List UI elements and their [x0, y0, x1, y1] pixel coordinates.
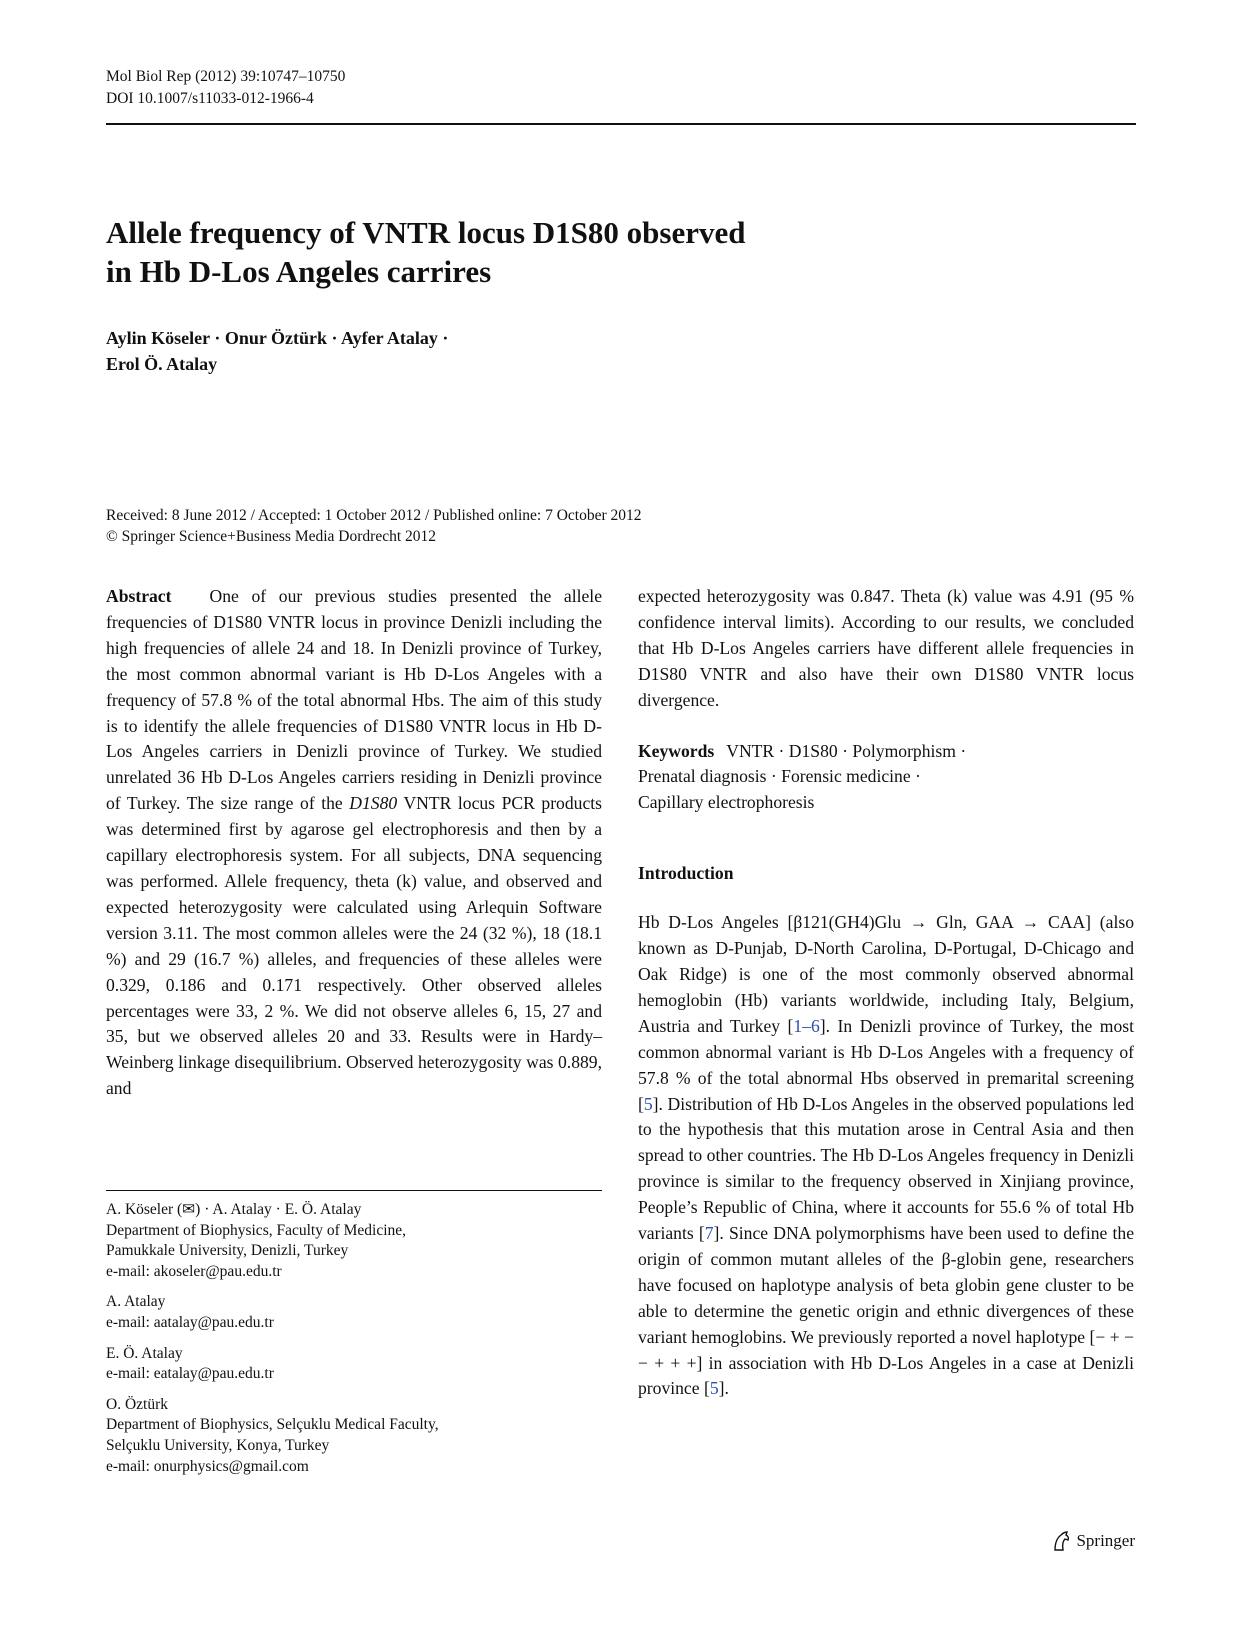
affiliation-name: E. Ö. Atalay	[106, 1344, 183, 1362]
affiliation-email-link[interactable]: e-mail: onurphysics@gmail.com	[106, 1457, 309, 1475]
affiliation-block-2	[106, 1292, 602, 1333]
intro-text-5: ].	[718, 1378, 729, 1399]
title-line-1: Allele frequency of VNTR locus D1S80 observed	[106, 215, 746, 250]
introduction-paragraph	[638, 910, 1134, 1402]
keywords-label: Keywords	[638, 740, 715, 761]
citation-link[interactable]: 1–6	[793, 1015, 820, 1036]
affiliation-name: A. Atalay	[106, 1293, 166, 1311]
affiliation-name: O. Öztürk	[106, 1395, 168, 1413]
abstract-paragraph	[106, 584, 602, 1102]
dates-line: Received: 8 June 2012 / Accepted: 1 October 2012 / Published online: 7 October 2012	[106, 507, 642, 524]
keywords	[638, 739, 1134, 817]
publication-dates	[106, 505, 642, 547]
springer-horse-icon	[1051, 1530, 1071, 1552]
affiliation-block-3	[106, 1344, 602, 1385]
citation-link[interactable]: 7	[704, 1223, 714, 1244]
abstract-text-2: VNTR locus PCR products was determined first by agarose gel electrophoresis and then by a capillary electrophoresis system. For all subjects, DNA sequencing was performed. Allele frequency, theta (k) value, and observed and expected heterozygosity were calculated using Arlequin Software version 3.11. The most common alleles were the 24 (32 %), 18 (18.1 %) and 29 (16.7 %) alleles, and frequencies of these alleles were 0.329, 0.186 and 0.171 respectively. Other observed alleles percentages were 33, 2 %. We did not observe alleles 6, 15, 27 and 35, but we observed alleles 20 and 33. Results were in Hardy–Weinberg linkage disequilibrium. Observed heterozygosity was 0.889, and	[106, 793, 602, 1099]
abstract-italic-locus: D1S80	[349, 793, 398, 814]
affiliations	[106, 1200, 602, 1487]
left-column	[106, 584, 602, 1102]
intro-text-4: ]. Since DNA polymorphisms have been used to define the origin of common mutant alleles of the β-globin gene, researchers have focused on haplotype analysis of beta globin gene cluster to be able to determine the genetic origin and ethnic divergences of these variant hemoglobins. We previously reported a novel haplotype [− + − − + + +] in association with Hb D-Los Angeles in a case at Denizli province [	[638, 1223, 1135, 1399]
keywords-line-3: Capillary electrophoresis	[638, 792, 815, 813]
citation-link[interactable]: 5	[643, 1093, 653, 1114]
journal-header	[106, 66, 345, 110]
abstract-label: Abstract	[106, 586, 172, 606]
copyright-line: © Springer Science+Business Media Dordrecht 2012	[106, 528, 437, 545]
affiliation-email-link[interactable]: e-mail: aatalay@pau.edu.tr	[106, 1313, 274, 1331]
affiliation-university: Selçuklu University, Konya, Turkey	[106, 1436, 330, 1454]
affiliation-names: A. Köseler (✉) · A. Atalay · E. Ö. Atalay	[106, 1201, 362, 1218]
affiliation-block-4	[106, 1395, 602, 1477]
affiliation-rule	[106, 1190, 602, 1191]
author-list	[106, 325, 626, 377]
authors-line-2: Erol Ö. Atalay	[106, 354, 218, 374]
title-line-2: in Hb D-Los Angeles carrires	[106, 254, 492, 289]
intro-text-2: ]. In Denizli province of Turkey, the most common abnormal variant is Hb D-Los Angeles with a frequency of 57.8 % of the total abnormal Hbs observed in premarital screening [	[638, 1015, 1134, 1114]
affiliation-block-1	[106, 1200, 602, 1282]
affiliation-email-link[interactable]: e-mail: akoseler@pau.edu.tr	[106, 1262, 282, 1280]
journal-doi: DOI 10.1007/s11033-012-1966-4	[106, 90, 314, 107]
intro-text-1: Hb D-Los Angeles [β121(GH4)Glu → Gln, GAA → CAA] (also known as D-Punjab, D-North Carolina, D-Portugal, D-Chicago and Oak Ridge) is one of the most commonly observed abnormal hemoglobin (Hb) variants worldwide, including Italy, Belgium, Austria and Turkey [	[638, 912, 1134, 1036]
abstract-continuation: expected heterozygosity was 0.847. Theta (k) value was 4.91 (95 % confidence interval limits). According to our results, we concluded that Hb D-Los Angeles carriers have different allele frequencies in D1S80 VNTR and also have their own D1S80 VNTR locus divergence.	[638, 586, 1134, 710]
affiliation-department: Department of Biophysics, Selçuklu Medical Faculty,	[106, 1416, 439, 1434]
affiliation-email-link[interactable]: e-mail: eatalay@pau.edu.tr	[106, 1365, 274, 1383]
keywords-line-1: VNTR · D1S80 · Polymorphism ·	[726, 740, 967, 761]
header-rule	[106, 123, 1136, 125]
keywords-line-2: Prenatal diagnosis · Forensic medicine ·	[638, 766, 921, 787]
journal-citation: Mol Biol Rep (2012) 39:10747–10750	[106, 68, 346, 85]
right-column	[638, 584, 1134, 1402]
introduction-heading: Introduction	[638, 863, 734, 884]
citation-link[interactable]: 5	[709, 1378, 719, 1399]
authors-line-1: Aylin Köseler · Onur Öztürk · Ayfer Atalay ·	[106, 328, 449, 348]
affiliation-department: Department of Biophysics, Faculty of Medicine,	[106, 1221, 407, 1239]
abstract-text-1: One of our previous studies presented the allele frequencies of D1S80 VNTR locus in province Denizli including the high frequencies of allele 24 and 18. In Denizli province of Turkey, the most common abnormal variant is Hb D-Los Angeles with a frequency of 57.8 % of the total abnormal Hbs. The aim of this study is to identify the allele frequencies of D1S80 VNTR locus in Hb D-Los Angeles carriers in Denizli province of Turkey. We studied unrelated 36 Hb D-Los Angeles carriers residing in Denizli province of Turkey. The size range of the	[106, 586, 603, 814]
intro-text-3: ]. Distribution of Hb D-Los Angeles in the observed populations led to the hypothesis that this mutation arose in Central Asia and then spread to other countries. The Hb D-Los Angeles frequency in Denizli province is similar to the frequency observed in Xinjiang province, People’s Republic of China, where it accounts for 55.6 % of total Hb variants [	[638, 1093, 1134, 1244]
publisher-name: Springer	[1076, 1531, 1135, 1550]
affiliation-university: Pamukkale University, Denizli, Turkey	[106, 1242, 349, 1260]
article-title	[106, 213, 966, 291]
publisher-logo	[1051, 1530, 1135, 1552]
